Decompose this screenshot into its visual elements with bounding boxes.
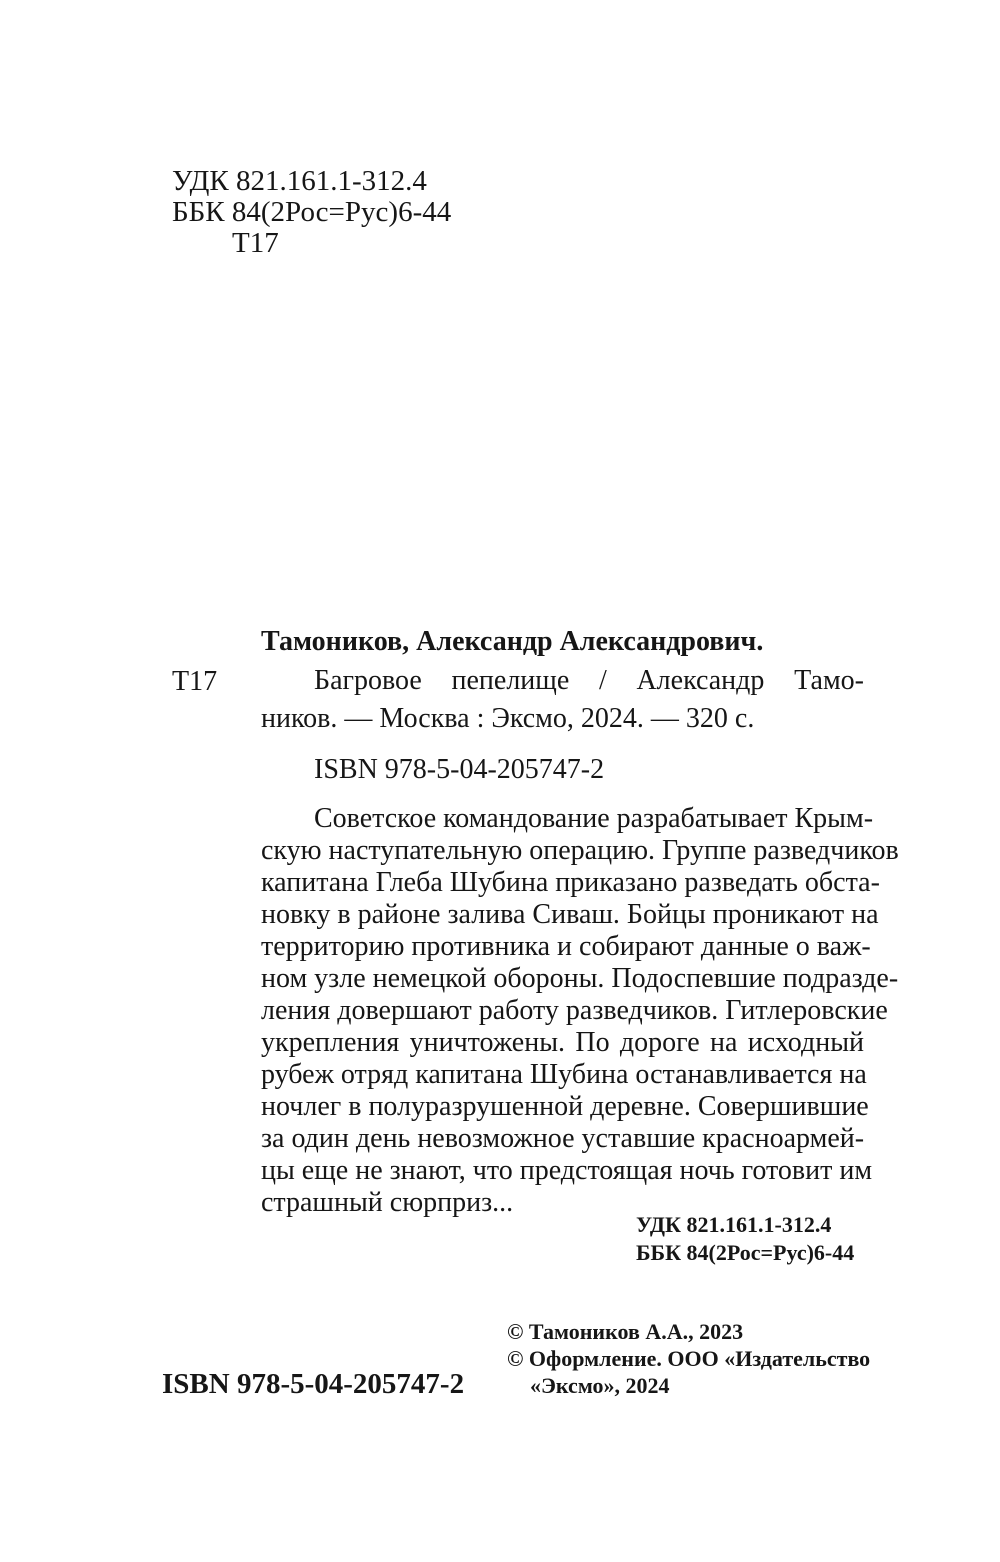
annotation-line: страшный сюрприз... — [261, 1187, 514, 1218]
annotation-line: Советское командование разрабатывает Крым- — [314, 803, 874, 834]
annotation-line: ления довершают работу разведчиков. Гитлеровские — [261, 995, 888, 1026]
annotation-line: капитана Глеба Шубина приказано разведать обста- — [261, 867, 880, 898]
catalog-author: Тамоников, Александр Александрович. — [261, 626, 764, 657]
bibliographic-line: ников. — Москва : Эксмо, 2024. — 320 с. — [261, 703, 755, 734]
annotation-line: территорию противника и собирают данные о важ- — [261, 931, 871, 962]
bibliographic-line: Багровое пепелище / Александр Тамо- — [314, 665, 864, 696]
bbk-code: ББК 84(2Рос=Рус)6-44 — [172, 196, 452, 228]
author-mark: Т17 — [232, 227, 279, 259]
footer-isbn: ISBN 978-5-04-205747-2 — [162, 1368, 465, 1400]
copyright-author: © Тамоников А.А., 2023 — [507, 1319, 744, 1344]
catalog-isbn: ISBN 978-5-04-205747-2 — [314, 754, 605, 785]
udk-code: УДК 821.161.1-312.4 — [172, 165, 427, 197]
copyright-design: © Оформление. ООО «Издательство — [507, 1346, 871, 1371]
catalog-bbk: ББК 84(2Рос=Рус)6-44 — [636, 1240, 855, 1265]
annotation-line: за один день невозможное уставшие красноармей- — [261, 1123, 865, 1154]
annotation-line: цы еще не знают, что предстоящая ночь готовит им — [261, 1155, 873, 1186]
catalog-udk: УДК 821.161.1-312.4 — [636, 1212, 832, 1237]
catalog-author-mark: Т17 — [172, 666, 218, 697]
annotation-line: укрепления уничтожены. По дороге на исходный — [261, 1027, 864, 1058]
copyright-design-continued: «Эксмо», 2024 — [530, 1373, 670, 1398]
annotation-line: ночлег в полуразрушенной деревне. Совершившие — [261, 1091, 869, 1122]
annotation-line: новку в районе залива Сиваш. Бойцы проникают на — [261, 899, 879, 930]
annotation-line: скую наступательную операцию. Группе разведчиков — [261, 835, 899, 866]
annotation-line: рубеж отряд капитана Шубина останавливается на — [261, 1059, 867, 1090]
annotation-line: ном узле немецкой обороны. Подоспевшие подразде- — [261, 963, 899, 994]
